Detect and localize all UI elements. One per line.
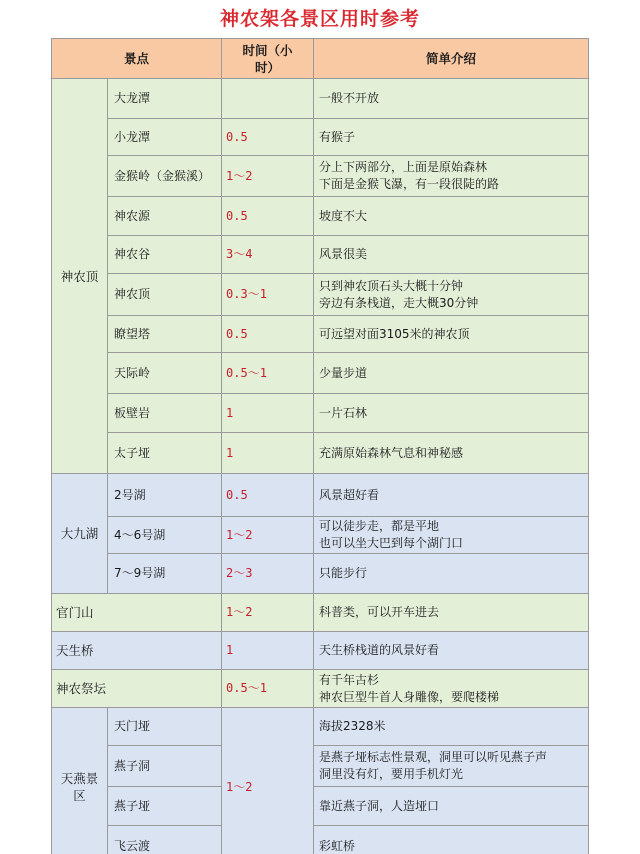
desc-line: 神农巨型牛首人身雕像，要爬楼梯	[319, 689, 500, 704]
spot-time: 0.3～1	[222, 274, 314, 316]
table-row	[52, 474, 589, 517]
table-row	[52, 316, 589, 353]
spot-desc	[314, 394, 589, 433]
spot-desc	[314, 554, 589, 594]
spot-time: 0.5	[222, 197, 314, 236]
spot-name: 小龙潭	[108, 119, 222, 156]
spot-desc: 天生桥栈道的风景好看	[314, 632, 589, 670]
spot-time: 1～2	[222, 708, 314, 854]
spot-desc	[314, 746, 589, 787]
spot-desc	[314, 119, 589, 156]
spot-time: 2～3	[222, 554, 314, 594]
desc-line: 一片石林	[319, 405, 368, 420]
table-row	[52, 670, 589, 708]
spot-name: 板壁岩	[108, 394, 222, 433]
desc-line: 洞里没有灯，要用手机灯光	[319, 767, 464, 781]
region-tianyan	[52, 708, 108, 854]
table-row	[52, 119, 589, 156]
desc-line: 只到神农顶石头大概十分钟	[319, 278, 464, 293]
table-row	[52, 517, 589, 554]
table-row	[52, 826, 589, 854]
spot-name: 天门垭	[108, 708, 222, 746]
spot-name: 燕子洞	[108, 746, 222, 787]
spot-name: 4～6号湖	[108, 517, 222, 554]
table-row	[52, 197, 589, 236]
table-row	[52, 156, 589, 197]
spot-desc: 科普类，可以开车进去	[314, 594, 589, 632]
desc-line: 分上下两部分，上面是原始森林	[319, 160, 488, 174]
spot-desc	[314, 826, 589, 854]
spot-name: 7～9号湖	[108, 554, 222, 594]
spot-desc	[314, 274, 589, 316]
spot-time: 1	[222, 394, 314, 433]
desc-line: 风景超好看	[319, 487, 380, 502]
scenic-time-table	[51, 38, 589, 854]
spot-time	[222, 79, 314, 119]
spot-time: 0.5	[222, 316, 314, 353]
spot-time: 1	[222, 632, 314, 670]
spot-time: 0.5～1	[222, 670, 314, 708]
spot-desc	[314, 197, 589, 236]
spot-desc	[314, 474, 589, 517]
spot-name: 2号湖	[108, 474, 222, 517]
spot-desc	[314, 517, 589, 554]
spot-desc	[314, 353, 589, 394]
desc-line: 有猴子	[319, 129, 356, 144]
spot-name: 飞云渡	[108, 826, 222, 854]
desc-line: 可以徒步走，都是平地	[319, 519, 440, 533]
header-intro: 简单介绍	[314, 39, 589, 79]
desc-line: 少量步道	[319, 365, 368, 380]
spot-desc	[314, 79, 589, 119]
table-row	[52, 433, 589, 474]
desc-line: 一般不开放	[319, 91, 380, 105]
table-row	[52, 554, 589, 594]
desc-line: 坡度不大	[319, 208, 368, 223]
table-row	[52, 353, 589, 394]
spot-desc	[314, 236, 589, 274]
region-tianshengqiao: 天生桥	[52, 632, 222, 670]
region-shennongding: 神农顶	[52, 79, 108, 474]
spot-time: 0.5	[222, 119, 314, 156]
header-time-line2: 时）	[255, 59, 281, 75]
table-row	[52, 708, 589, 746]
table-row	[52, 746, 589, 787]
desc-line: 下面是金猴飞瀑，有一段很陡的路	[319, 177, 500, 191]
spot-name: 太子垭	[108, 433, 222, 474]
spot-name: 燕子垭	[108, 787, 222, 826]
region-line: 区	[73, 788, 86, 803]
spot-desc	[314, 316, 589, 353]
spot-desc	[314, 433, 589, 474]
desc-line: 也可以坐大巴到每个湖门口	[319, 536, 464, 550]
spot-time: 1～2	[222, 517, 314, 554]
desc-line: 有千年古杉	[319, 672, 380, 687]
spot-desc	[314, 670, 589, 708]
region-line: 天燕景	[60, 771, 99, 786]
spot-time: 1	[222, 433, 314, 474]
spot-desc	[314, 708, 589, 746]
region-guanmenshan: 官门山	[52, 594, 222, 632]
spot-desc	[314, 156, 589, 197]
header-spot: 景点	[52, 39, 222, 79]
table-header-row	[52, 39, 589, 79]
spot-name: 大龙潭	[108, 79, 222, 119]
desc-line: 旁边有条栈道，走大概30分钟	[319, 295, 479, 310]
table-row	[52, 236, 589, 274]
table-row	[52, 79, 589, 119]
spot-name: 神农顶	[108, 274, 222, 316]
table-row	[52, 632, 589, 670]
region-shennongjitan: 神农祭坛	[52, 670, 222, 708]
spot-name: 神农源	[108, 197, 222, 236]
desc-line: 靠近燕子洞，人造垭口	[319, 798, 440, 813]
page-title: 神农架各景区用时参考	[219, 8, 420, 30]
spot-name: 神农谷	[108, 236, 222, 274]
spot-time: 1～2	[222, 594, 314, 632]
spot-name: 金猴岭（金猴溪）	[108, 156, 222, 197]
desc-line: 充满原始森林气息和神秘感	[319, 445, 464, 460]
table-row	[52, 394, 589, 433]
spot-name: 瞭望塔	[108, 316, 222, 353]
spot-name: 天际岭	[108, 353, 222, 394]
table-row	[52, 787, 589, 826]
spot-time: 1～2	[222, 156, 314, 197]
table-row	[52, 594, 589, 632]
spot-desc	[314, 787, 589, 826]
desc-line: 海拔2328米	[319, 719, 386, 733]
spot-time: 0.5	[222, 474, 314, 517]
desc-line: 彩虹桥	[319, 838, 356, 853]
spot-time: 3～4	[222, 236, 314, 274]
table-row	[52, 274, 589, 316]
region-dajiuhu: 大九湖	[52, 474, 108, 594]
desc-line: 可远望对面3105米的神农顶	[319, 326, 470, 341]
spot-time: 0.5～1	[222, 353, 314, 394]
desc-line: 风景很美	[319, 247, 368, 261]
header-time-line1: 时间（小	[242, 42, 293, 58]
desc-line: 只能步行	[319, 566, 368, 580]
desc-line: 是燕子垭标志性景观，洞里可以听见燕子声	[319, 750, 548, 764]
header-time	[222, 39, 314, 79]
